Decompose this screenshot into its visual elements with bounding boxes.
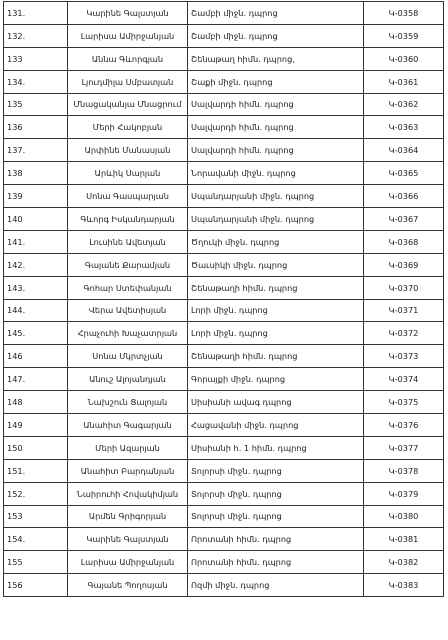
person-name: Աննա Գևորգյան [68,47,188,70]
person-name: Լարիսա Ամիրջանյան [68,24,188,47]
table-row [4,93,444,116]
registration-code: Կ-0363 [364,116,444,139]
row-number: 151. [4,459,68,482]
registration-code: Կ-0368 [364,230,444,253]
school-name: Շամբի միջն. դպրոց [188,24,364,47]
row-number: 147. [4,368,68,391]
person-name: Լարիսա Ամիրջանյան [68,551,188,574]
registration-code: Կ-0364 [364,139,444,162]
table-row [4,276,444,299]
school-name: Շաքի միջն. դպրոց [188,70,364,93]
table-row [4,459,444,482]
table-row [4,345,444,368]
row-number: 156 [4,574,68,597]
table-row [4,162,444,185]
person-name: Մերի Ազարյան [68,436,188,459]
row-number: 140 [4,208,68,231]
table-row [4,436,444,459]
row-number: 145. [4,322,68,345]
school-name: Որոտանի հիմն. դպրոց [188,551,364,574]
person-name: Հրաչուհի Խաչատրյան [68,322,188,345]
person-name: Սոնա Գասպարյան [68,185,188,208]
row-number: 136 [4,116,68,139]
row-number: 134. [4,70,68,93]
table-row [4,299,444,322]
row-number: 152. [4,482,68,505]
school-name: Ծղուկի միջն. դպրոց [188,230,364,253]
school-name: Լորի միջն. դպրոց [188,299,364,322]
person-name: Արևիկ Սարյան [68,162,188,185]
school-name: Գորայքի միջն. դպրոց [188,368,364,391]
registration-code: Կ-0382 [364,551,444,574]
registration-code: Կ-0371 [364,299,444,322]
person-name: Անահիտ Բարդանյան [68,459,188,482]
person-name: Կարինե Գալստյան [68,528,188,551]
person-name: Մնացականյա Մնացրում [68,93,188,116]
table-row [4,253,444,276]
school-name: Նորավանի միջն. դպրոց [188,162,364,185]
registration-code: Կ-0383 [364,574,444,597]
registration-code: Կ-0360 [364,47,444,70]
registration-code: Կ-0374 [364,368,444,391]
school-name: Ոզմի միջն. դպրոց [188,574,364,597]
row-number: 138 [4,162,68,185]
registration-code: Կ-0372 [364,322,444,345]
registration-code: Կ-0375 [364,391,444,414]
registration-code: Կ-0370 [364,276,444,299]
registration-code: Կ-0369 [364,253,444,276]
person-name: Գայանե Քարամյան [68,253,188,276]
table-row [4,70,444,93]
school-name: Շամբի միջն. դպրոց [188,2,364,25]
table-row [4,185,444,208]
table-row [4,322,444,345]
table-row [4,230,444,253]
school-name: Շենաթաղի հիմն. դպրոց [188,276,364,299]
person-name: Արփինե Մանասյան [68,139,188,162]
school-name: Սպանդարյանի միջն. դպրոց [188,208,364,231]
school-name: Լորի միջն. դպրոց [188,322,364,345]
row-number: 133 [4,47,68,70]
registration-code: Կ-0381 [364,528,444,551]
school-name: Որոտանի հիմն. դպրոց [188,528,364,551]
row-number: 131. [4,2,68,25]
row-number: 155 [4,551,68,574]
school-name: Շենաթաղի հիմն. դպրոց [188,345,364,368]
person-name: Գևորգ Իսկանդարյան [68,208,188,231]
person-name: Անուշ Ալոյանդյան [68,368,188,391]
row-number: 146 [4,345,68,368]
person-name: Սոնա Մկրտչյան [68,345,188,368]
table-row [4,2,444,25]
table-row [4,368,444,391]
person-name: Կարինե Գալստյան [68,2,188,25]
person-name: Նաիրուհի Հովակիմյան [68,482,188,505]
school-name: Ծաւսիկի միջն. դպրոց [188,253,364,276]
person-name: Գոհար Ստեփանյան [68,276,188,299]
registration-code: Կ-0361 [364,70,444,93]
row-number: 135 [4,93,68,116]
row-number: 154. [4,528,68,551]
school-name: Սալվարդի հիմն. դպրոց [188,139,364,162]
table-row [4,414,444,437]
row-number: 143. [4,276,68,299]
registration-code: Կ-0380 [364,505,444,528]
table-row [4,24,444,47]
row-number: 139 [4,185,68,208]
row-number: 150 [4,436,68,459]
person-name: Լուսինե Ավետյան [68,230,188,253]
registration-code: Կ-0366 [364,185,444,208]
registration-code: Կ-0376 [364,414,444,437]
school-name: Շենաթաղ հիմն. դպրոց, [188,47,364,70]
person-name: Անահիտ Գագարյան [68,414,188,437]
registration-code: Կ-0365 [364,162,444,185]
school-name: Տոլորսի միջն. դպրոց [188,505,364,528]
registration-code: Կ-0377 [364,436,444,459]
row-number: 149 [4,414,68,437]
person-name: Մերի Հակոբյան [68,116,188,139]
roster-body [4,2,444,597]
school-name: Սիսիանի հ. 1 հիմն. դպրոց [188,436,364,459]
table-row [4,574,444,597]
row-number: 141. [4,230,68,253]
registration-code: Կ-0379 [364,482,444,505]
school-name: Սալվարդի հիմն. դպրոց [188,93,364,116]
school-name: Սալվարդի հիմն. դպրոց [188,116,364,139]
table-row [4,47,444,70]
row-number: 137. [4,139,68,162]
table-row [4,116,444,139]
school-name: Սպանդարյանի միջն. դպրոց [188,185,364,208]
table-row [4,482,444,505]
registration-code: Կ-0359 [364,24,444,47]
table-row [4,391,444,414]
school-name: Տոլորսի միջն. դպրոց [188,459,364,482]
school-name: Հացավանի միջն. դպրոց [188,414,364,437]
registration-code: Կ-0358 [364,2,444,25]
row-number: 144. [4,299,68,322]
row-number: 142. [4,253,68,276]
registration-code: Կ-0378 [364,459,444,482]
table-row [4,551,444,574]
person-name: Գայանե Պողոսյան [68,574,188,597]
person-name: Նախշուն Ցալոյան [68,391,188,414]
person-name: Արմեն Գրիգորյան [68,505,188,528]
table-row [4,208,444,231]
row-number: 148 [4,391,68,414]
row-number: 132. [4,24,68,47]
person-name: Լյուդմիլա Սմբատյան [68,70,188,93]
table-row [4,528,444,551]
school-name: Սիսիանի ավագ դպրոց [188,391,364,414]
person-name: Վերա Ավետիսյան [68,299,188,322]
roster-table [3,1,444,597]
school-name: Տոլորսի միջն. դպրոց [188,482,364,505]
registration-code: Կ-0362 [364,93,444,116]
table-row [4,505,444,528]
row-number: 153 [4,505,68,528]
registration-code: Կ-0373 [364,345,444,368]
table-row [4,139,444,162]
registration-code: Կ-0367 [364,208,444,231]
